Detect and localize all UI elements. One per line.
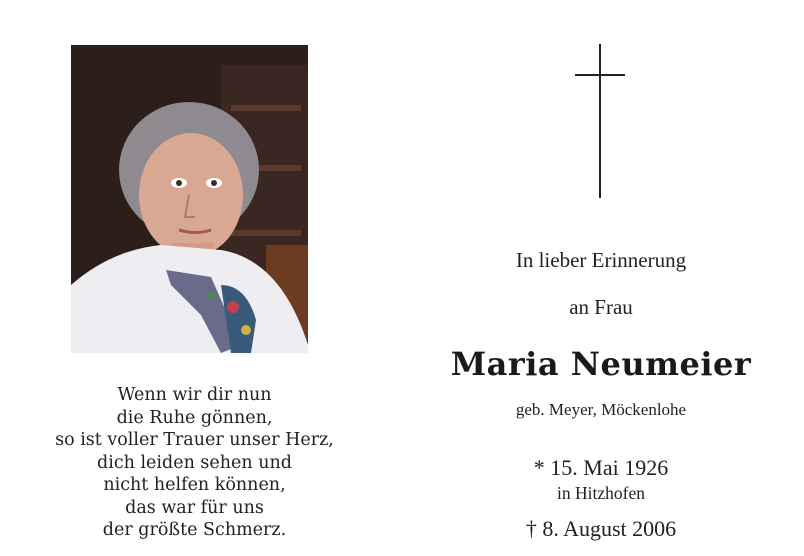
memorial-intro: In lieber Erinnerung <box>515 248 687 272</box>
deceased-name: Maria Neumeier <box>450 345 752 383</box>
poem-line: die Ruhe gönnen, <box>116 407 273 428</box>
poem-line: das war für uns <box>125 497 264 518</box>
poem-line: nicht helfen können, <box>103 475 286 495</box>
salutation: an Frau <box>569 295 633 319</box>
birth-name: geb. Meyer, Möckenlohe <box>515 400 687 419</box>
birth-place: in Hitzhofen <box>557 483 645 503</box>
cross-icon <box>575 44 625 198</box>
death-date: † 8. August 2006 <box>525 516 677 541</box>
portrait-photo <box>71 45 308 353</box>
portrait-image <box>71 45 308 353</box>
poem-line: so ist voller Trauer unser Herz, <box>55 430 334 450</box>
poem-line: dich leiden sehen und <box>97 452 292 473</box>
memorial-poem <box>22 384 367 542</box>
poem-line: der größte Schmerz. <box>102 520 287 540</box>
poem-line: Wenn wir dir nun <box>117 385 272 405</box>
birth-date: * 15. Mai 1926 <box>533 455 669 480</box>
